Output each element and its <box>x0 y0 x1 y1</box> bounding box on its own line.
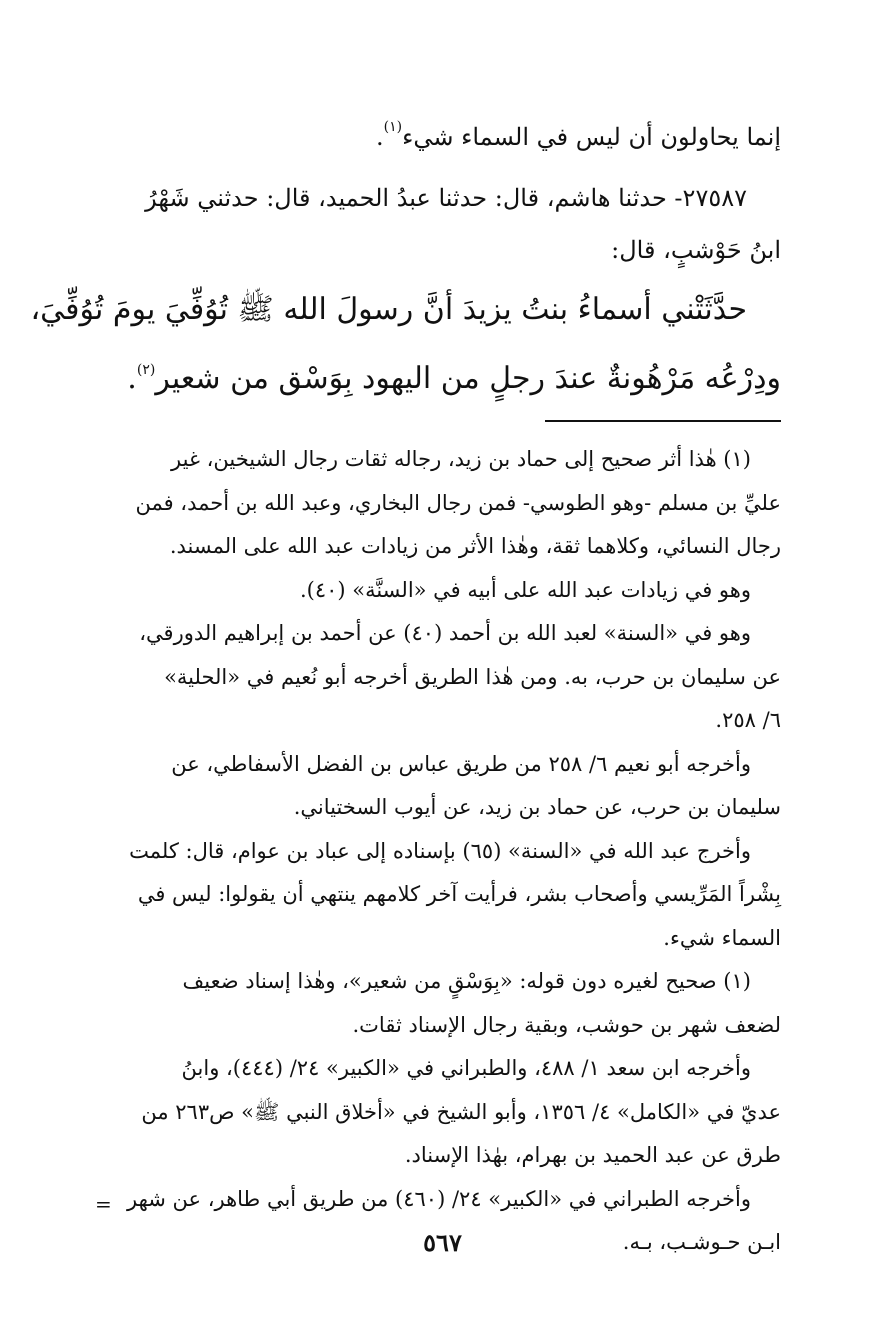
text-line: حدَّثَتْني أسماءُ بنتُ يزيدَ أنَّ رسولَ الله ﷺ تُوُفِّيَ يومَ تُوُفِّيَ، <box>30 292 747 327</box>
footnote-line: وأخرجه أبو نعيم ٦/ ٢٥٨ من طريق عباس بن الفضل الأسفاطي، عن <box>171 751 751 776</box>
footnote-line: لضعف شهر بن حوشب، وبقية رجال الإسناد ثقات. <box>352 1012 781 1037</box>
footnote-ref[interactable]: (١) <box>383 119 403 135</box>
footnote-divider <box>545 420 781 422</box>
footnote-line: (١) هٰذا أثر صحيح إلى حماد بن زيد، رجاله ثقات رجال الشيخين، غير <box>171 447 751 471</box>
text-line: إنما يحاولون أن ليس في السماء شيء$^{(١)}$. <box>375 119 781 151</box>
footnote-line: وأخرجه الطبراني في «الكبير» ٢٤/ (٤٦٠) من طريق أبي طاهر، عن شهر <box>126 1186 751 1211</box>
footnote-line: وهو في زيادات عبد الله على أبيه في «السنَّة» (٤٠). <box>299 577 751 602</box>
footnote-line: وأخرجه ابن سعد ١/ ٤٨٨، والطبراني في «الكبير» ٢٤/ (٤٤٤)، وابنُ <box>181 1056 751 1080</box>
footnote-line: رجال النسائي، وكلاهما ثقة، وهٰذا الأثر من زيادات عبد الله على المسند. <box>169 534 781 558</box>
text-line: ابنُ حَوْشبٍ، قال: <box>611 236 781 264</box>
footnote-line: عديّ في «الكامل» ٤/ ١٣٥٦، وأبو الشيخ في «أخلاق النبي ﷺ» ص٢٦٣ من <box>141 1099 781 1124</box>
footnote-line: طرق عن عبد الحميد بن بهرام، بهٰذا الإسناد. <box>404 1143 781 1167</box>
footnote-paragraph <box>104 438 781 569</box>
footnote-line: ٦/ ٢٥٨. <box>715 708 781 732</box>
footnote-line: عليِّ بن مسلم -وهو الطوسي- فمن رجال البخاري، وعبد الله بن أحمد، فمن <box>135 490 781 515</box>
footnote-line: بِشْراً المَرِّيسي وأصحاب بشر، فرأيت آخر كلامهم ينتهي أن يقولوا: ليس في <box>137 882 781 906</box>
main-text <box>30 98 781 409</box>
footnote-line: السماء شيء. <box>663 925 781 950</box>
footnote-paragraph <box>104 1047 781 1178</box>
continued-text <box>104 98 781 166</box>
page-number: ٥٦٧ <box>423 1228 462 1257</box>
footnote-line: (١) صحيح لغيره دون قوله: «بِوَسْقٍ من شعير»، وهٰذا إسناد ضعيف <box>182 969 751 993</box>
hadith-text <box>30 280 781 409</box>
footnote-line: وهو في «السنة» لعبد الله بن أحمد (٤٠) عن أحمد بن إبراهيم الدورقي، <box>139 621 751 645</box>
footnote-paragraph <box>104 743 781 830</box>
text-line: ٢٧٥٨٧- حدثنا هاشم، قال: حدثنا عبدُ الحميد، قال: حدثني شَهْرُ <box>145 184 747 212</box>
footnote-paragraph <box>104 830 781 961</box>
footnote-paragraph <box>104 612 781 743</box>
footnote-ref[interactable]: (٢) <box>136 362 156 378</box>
footnotes <box>104 438 781 1265</box>
footnote-line: سليمان بن حرب، عن حماد بن زيد، عن أيوب السختياني. <box>293 795 781 819</box>
footnote-paragraph <box>104 569 781 613</box>
hadith-chain <box>104 172 781 276</box>
footnote-line: ابـن حـوشـب، بـه. <box>622 1230 781 1254</box>
text-line: ودِرْعُه مَرْهُونةٌ عندَ رجلٍ من اليهود بِوَسْق من شعير$^{(٢)}$. <box>127 361 781 396</box>
footnote-line: عن سليمان بن حرب، به. ومن هٰذا الطريق أخرجه أبو نُعيم في «الحلية» <box>164 664 781 689</box>
footnote-paragraph <box>104 960 781 1047</box>
continuation-mark: = <box>95 1192 112 1216</box>
footnote-line: وأخرج عبد الله في «السنة» (٦٥) بإسناده إلى عباد بن عوام، قال: كلمت <box>129 838 751 863</box>
